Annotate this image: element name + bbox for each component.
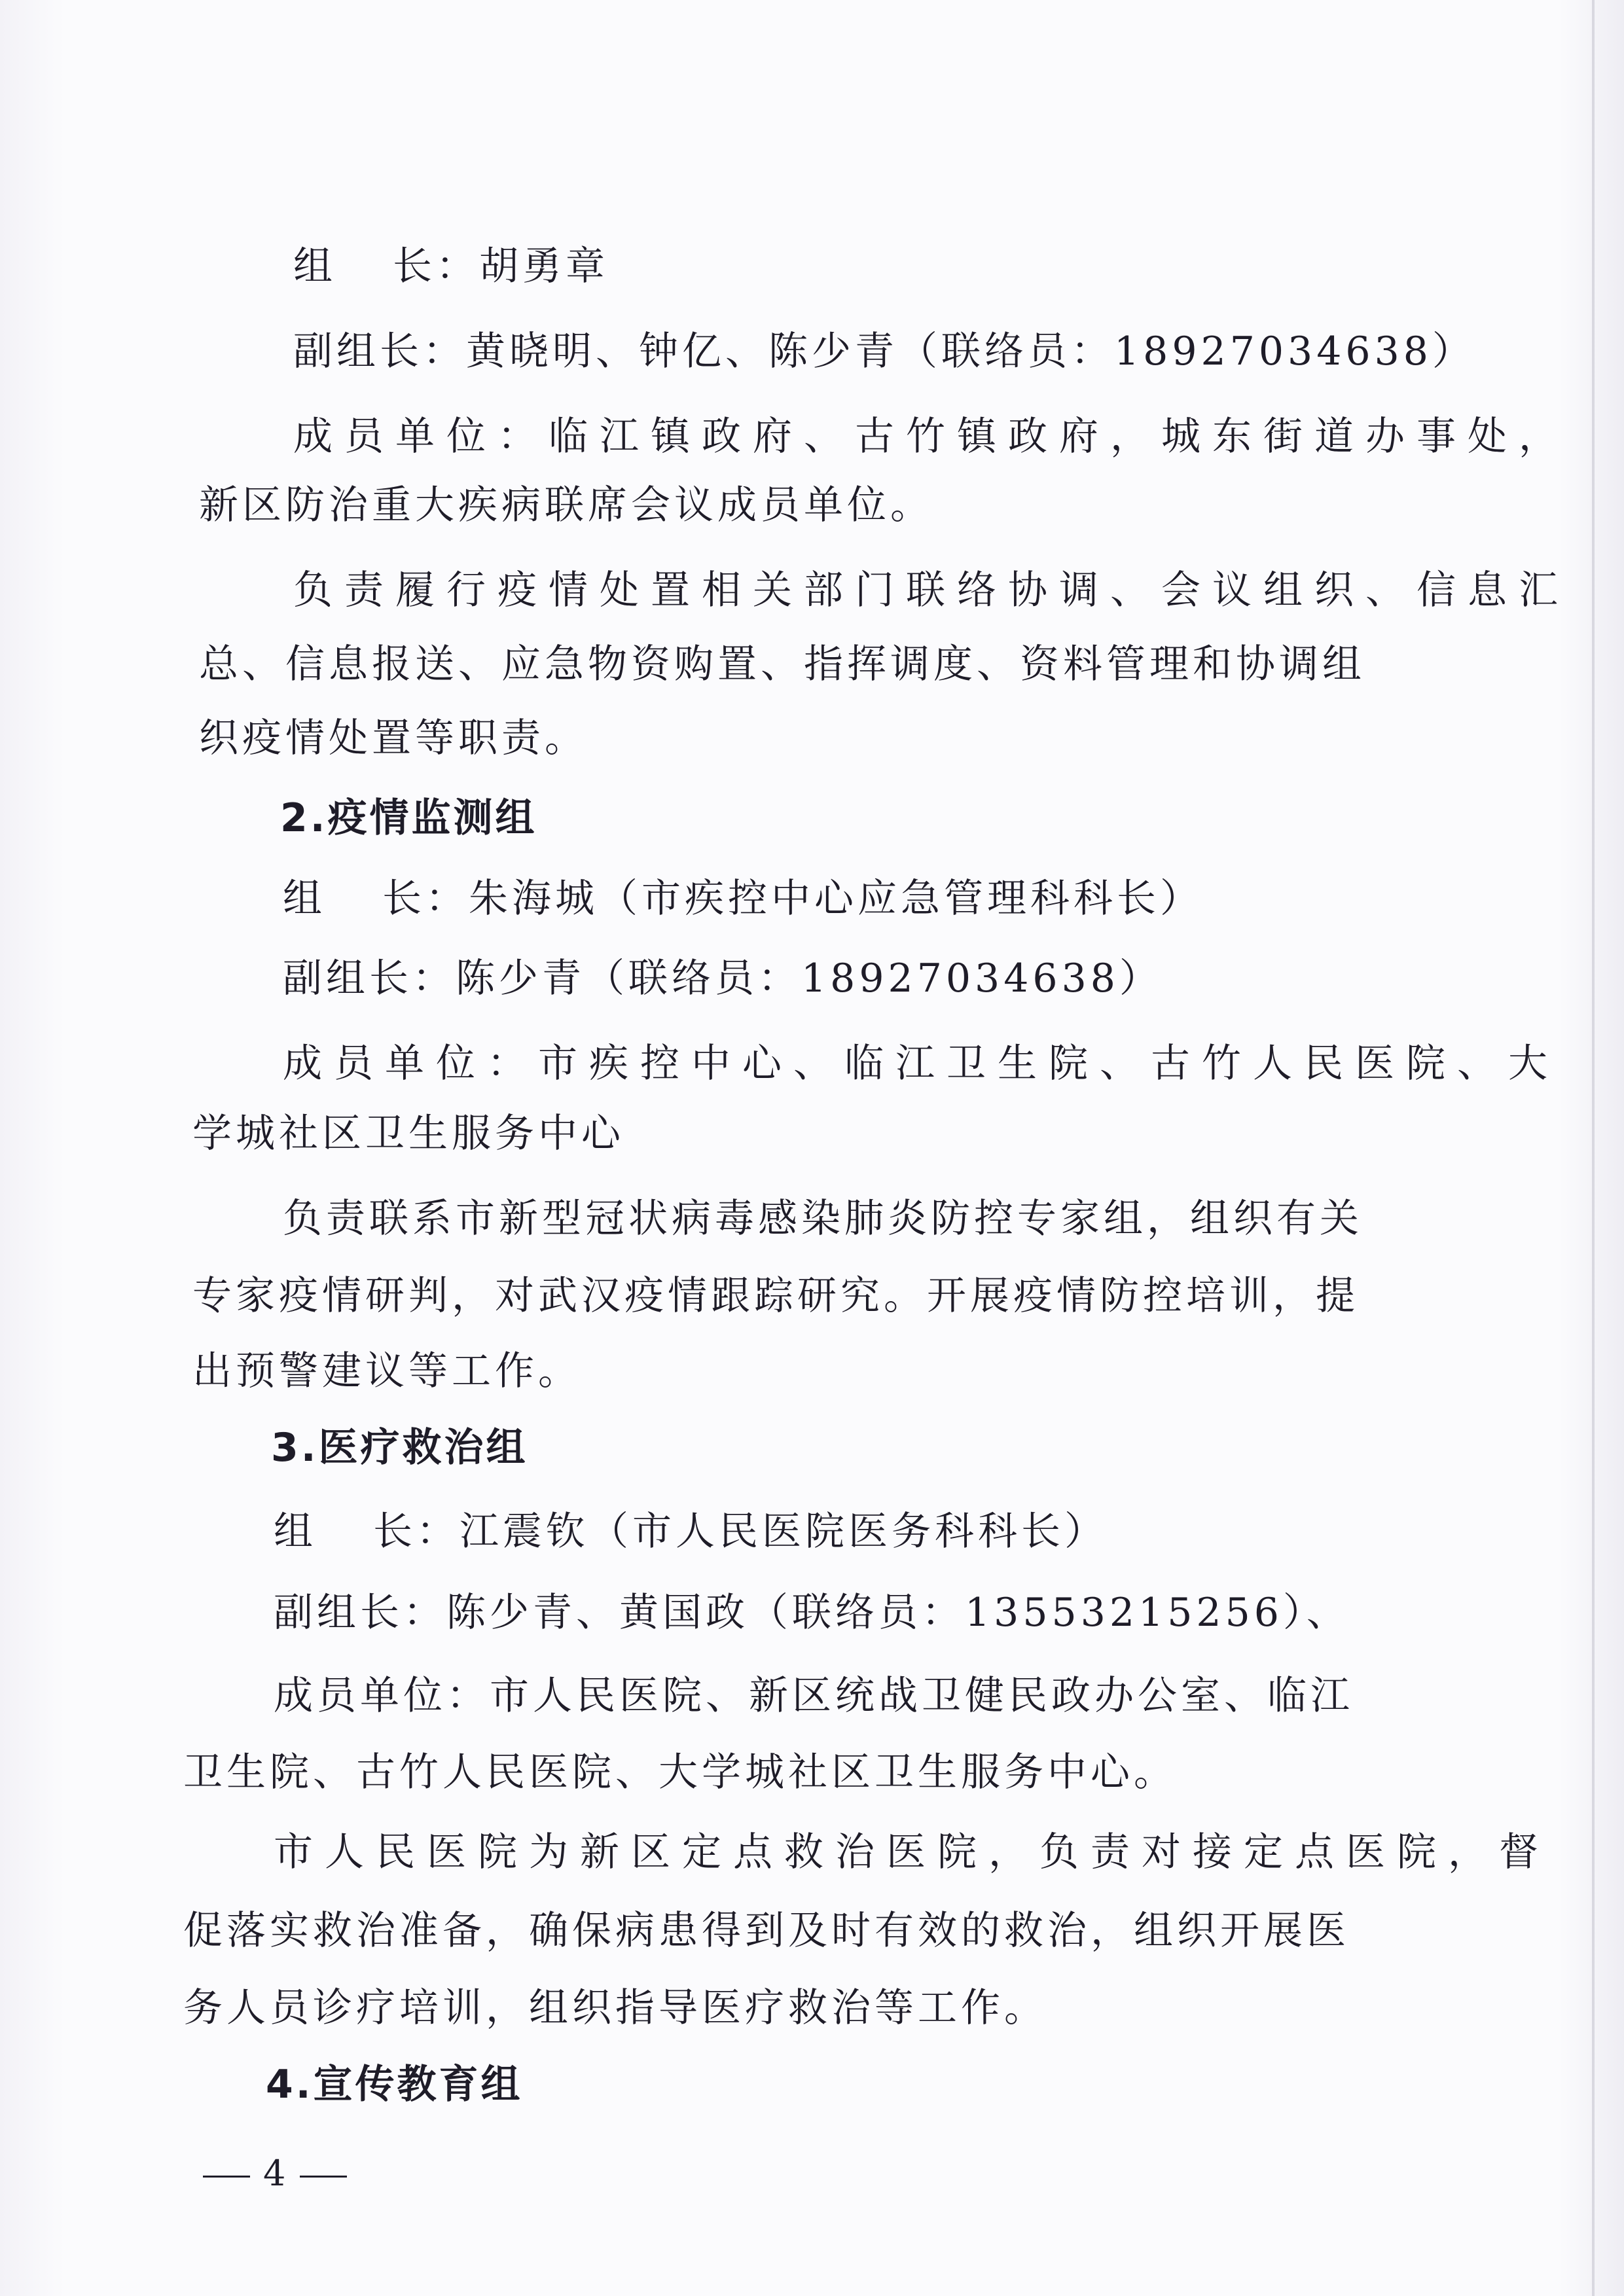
leader-label-b: 长： (393, 243, 479, 289)
group3-deputy: 副组长：陈少青、黄国政（联络员：13553215256）、 (274, 1590, 1350, 1636)
group3-leader-name: 江震钦（市人民医院医务科科长） (460, 1509, 1108, 1554)
group3-members-line2: 卫生院、古竹人民医院、大学城社区卫生服务中心。 (183, 1749, 1177, 1795)
page-edge-shadow (1592, 0, 1595, 2296)
group3-heading: 3.医疗救治组 (271, 1425, 528, 1471)
group2-duty-line1: 负责联系市新型冠状病毒感染肺炎防控专家组，组织有关 (283, 1196, 1363, 1242)
group2-duty-line2: 专家疫情研判，对武汉疫情跟踪研究。开展疫情防控培训，提 (192, 1273, 1359, 1319)
group2-members-line2: 学城社区卫生服务中心 (192, 1111, 624, 1157)
group4-heading: 4.宣传教育组 (266, 2062, 523, 2108)
leader-label-b: 长： (373, 1509, 460, 1554)
group2-heading: 2.疫情监测组 (280, 795, 537, 841)
group1-members-line1: 成员单位：临江镇政府、古竹镇政府，城东街道办事处， (293, 414, 1570, 459)
group1-leader-name: 胡勇章 (479, 243, 609, 289)
leader-label-a: 组 (283, 876, 326, 922)
leader-label-a: 组 (293, 243, 336, 289)
group1-deputy: 副组长：黄晓明、钟亿、陈少青（联络员：18927034638） (293, 329, 1475, 374)
group2-duty-line3: 出预警建议等工作。 (192, 1348, 581, 1394)
group2-leader-name: 朱海城（市疾控中心应急管理科科长） (469, 876, 1203, 922)
group2-leader-line (283, 872, 1203, 925)
group3-duty-line3: 务人员诊疗培训，组织指导医疗救治等工作。 (183, 1985, 1047, 2031)
group3-members-line1: 成员单位：市人民医院、新区统战卫健民政办公室、临江 (274, 1673, 1354, 1719)
group3-duty-line2: 促落实救治准备，确保病患得到及时有效的救治，组织开展医 (183, 1908, 1350, 1954)
group1-members-line2: 新区防治重大疾病联席会议成员单位。 (199, 482, 933, 528)
group2-deputy: 副组长：陈少青（联络员：18927034638） (283, 956, 1163, 1001)
group1-duty-line3: 织疫情处置等职责。 (199, 715, 588, 761)
page-number-dash-left (203, 2176, 250, 2178)
group2-members-line1: 成员单位：市疾控中心、临江卫生院、古竹人民医院、大 (283, 1041, 1559, 1086)
page-number (190, 2151, 360, 2197)
leader-label-a: 组 (274, 1509, 317, 1554)
group1-duty-line2: 总、信息报送、应急物资购置、指挥调度、资料管理和协调组 (199, 641, 1365, 687)
group3-duty-line1: 市人民医院为新区定点救治医院，负责对接定点医院，督 (274, 1829, 1550, 1875)
group1-leader-line (293, 240, 609, 293)
page-number-dash-right (300, 2176, 347, 2178)
page-number-value: 4 (263, 2153, 287, 2194)
group1-duty-line1: 负责履行疫情处置相关部门联络协调、会议组织、信息汇 (293, 567, 1570, 613)
group3-leader-line (274, 1505, 1108, 1558)
leader-label-b: 长： (382, 876, 469, 922)
